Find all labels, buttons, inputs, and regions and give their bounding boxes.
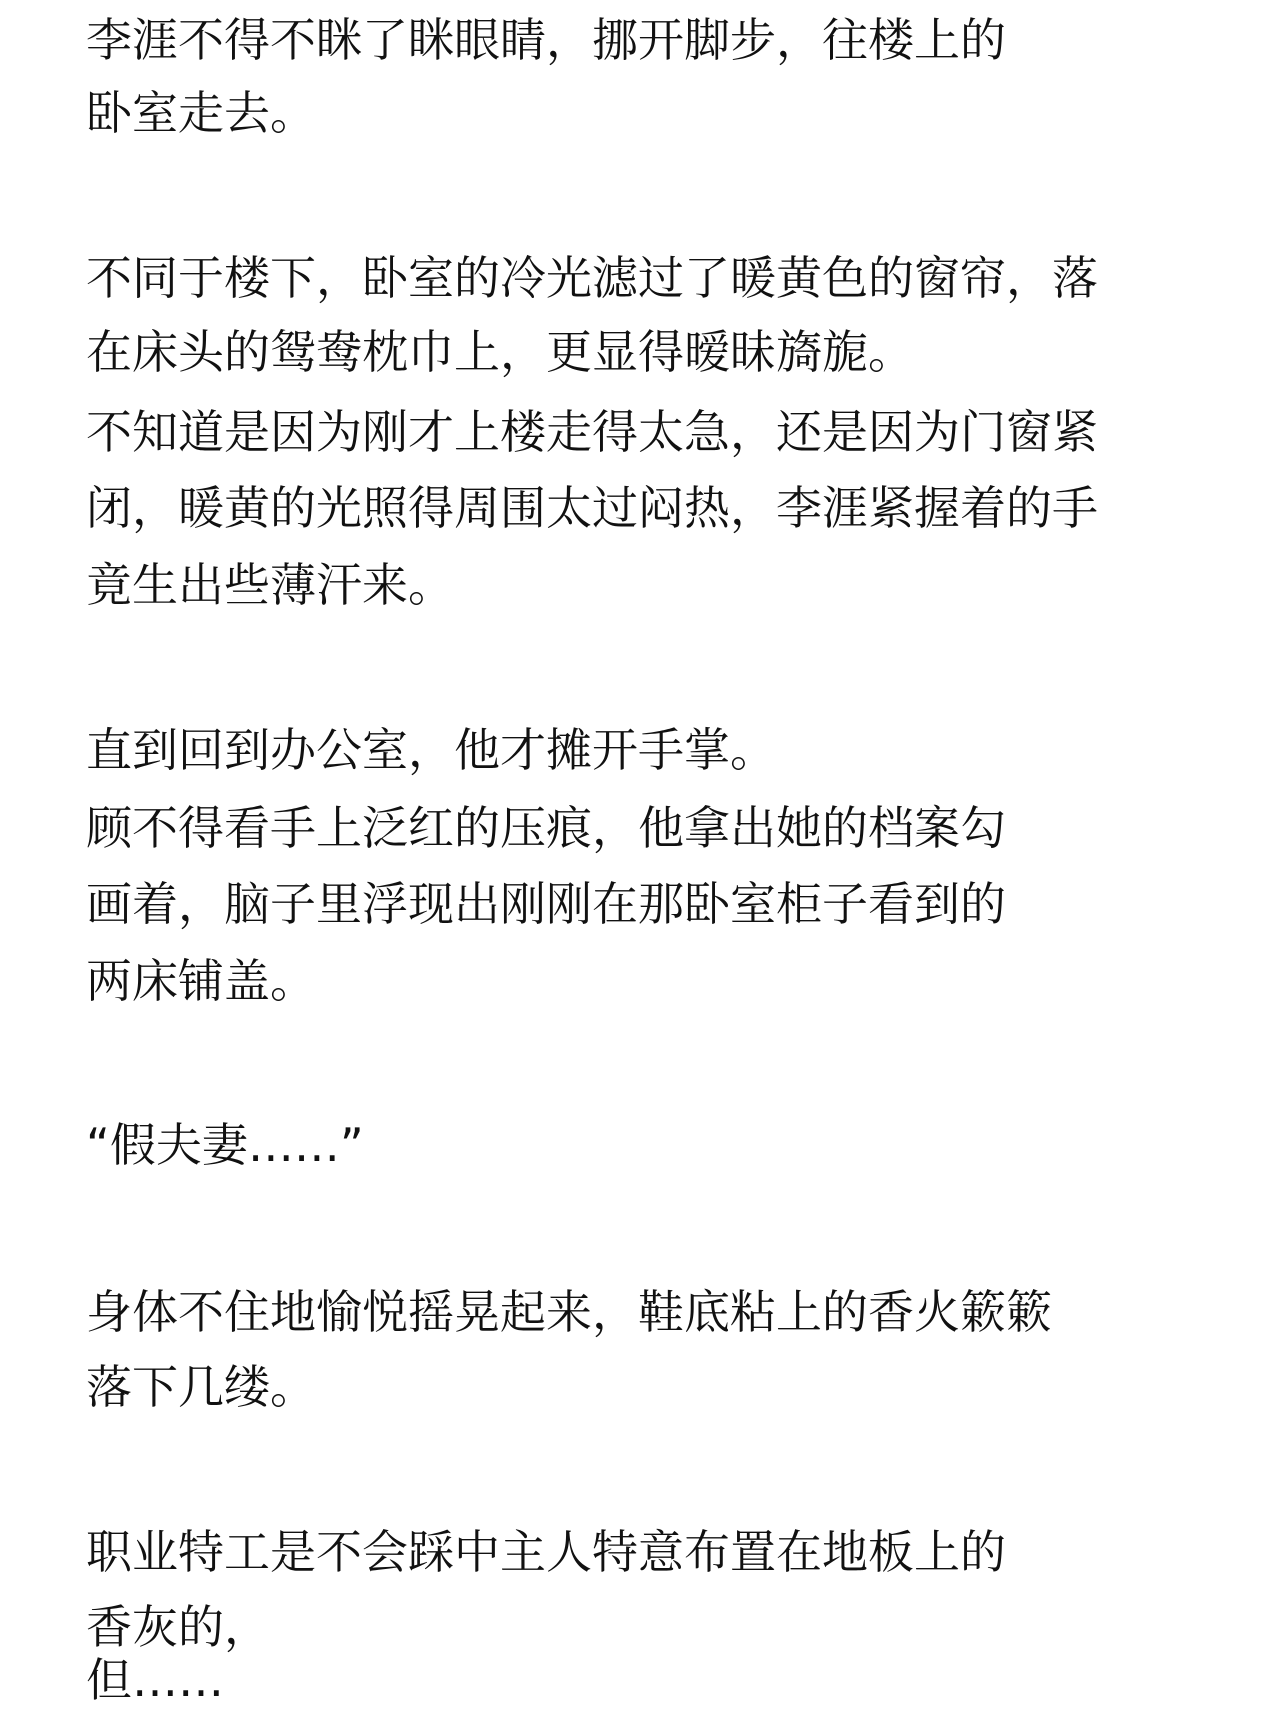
text-line-11: 两床铺盖。 [86,954,316,1008]
text-line-15: 职业特工是不会踩中主人特意布置在地板上的 [86,1525,1006,1579]
text-line-14: 落下几缕。 [86,1360,316,1414]
text-line-17: 但…… [86,1653,224,1707]
text-line-4: 在床头的鸳鸯枕巾上，更显得暧昧旖旎。 [86,325,914,379]
text-line-10: 画着，脑子里浮现出刚刚在那卧室柜子看到的 [86,877,1006,931]
text-line-12: “假夫妻……” [86,1118,364,1172]
text-line-13: 身体不住地愉悦摇晃起来，鞋底粘上的香火簌簌 [86,1285,1052,1339]
text-line-16: 香灰的， [86,1600,270,1654]
text-line-3: 不同于楼下，卧室的冷光滤过了暖黄色的窗帘，落 [86,251,1098,305]
text-line-8: 直到回到办公室，他才摊开手掌。 [86,723,776,777]
text-line-7: 竟生出些薄汗来。 [86,558,454,612]
text-line-2: 卧室走去。 [86,86,316,140]
text-line-5: 不知道是因为刚才上楼走得太急，还是因为门窗紧 [86,405,1098,459]
text-line-9: 顾不得看手上泛红的压痕，他拿出她的档案勾 [86,801,1006,855]
text-line-1: 李涯不得不眯了眯眼睛，挪开脚步，往楼上的 [86,13,1006,67]
text-line-6: 闭，暖黄的光照得周围太过闷热，李涯紧握着的手 [86,481,1098,535]
